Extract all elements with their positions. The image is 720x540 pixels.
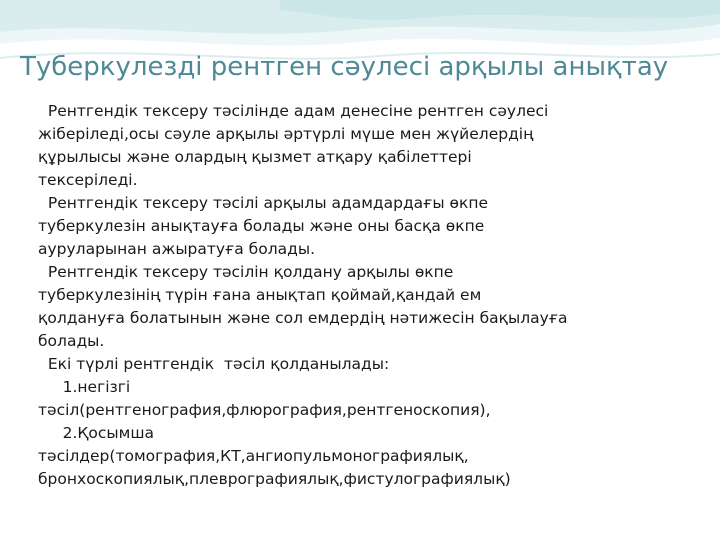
- text-line: тәсіл(рентгенография,флюрография,рентгеноскопия),: [38, 401, 491, 419]
- paragraph-1: [38, 100, 698, 192]
- slide-title: Туберкулезді рентген сәулесі арқылы анықтау: [20, 52, 669, 82]
- text-line: ауруларынан ажыратуға болады.: [38, 240, 316, 258]
- paragraph-4: [38, 353, 698, 491]
- text-line: қолдануға болатынын және сол емдердің нәтижесін бақылауға: [38, 309, 568, 327]
- text-line: жіберіледі,осы сәуле арқылы әртүрлі мүше мен жүйелердің: [38, 125, 534, 143]
- paragraph-2: [38, 192, 698, 261]
- text-line: Рентгендік тексеру тәсілі арқылы адамдардағы өкпе: [38, 194, 488, 212]
- text-line: болады.: [38, 332, 105, 350]
- text-line: құрылысы және олардың қызмет атқару қабілеттері: [38, 148, 472, 166]
- text-line: туберкулезінің түрін ғана анықтап қоймай,қандай ем: [38, 286, 482, 304]
- text-line: тексеріледі.: [38, 171, 138, 189]
- text-line: 1.негізгі: [38, 378, 131, 396]
- text-line: туберкулезін анықтауға болады және оны басқа өкпе: [38, 217, 485, 235]
- slide-body: [38, 100, 698, 491]
- text-line: бронхоскопиялық,плеврографиялық,фистулографиялық): [38, 470, 511, 488]
- text-line: тәсілдер(томография,КТ,ангиопульмонографиялық,: [38, 447, 469, 465]
- text-line: Рентгендік тексеру тәсілінде адам денесіне рентген сәулесі: [38, 102, 549, 120]
- paragraph-3: [38, 261, 698, 353]
- text-line: Екі түрлі рентгендік тәсіл қолданылады:: [38, 355, 390, 373]
- text-line: 2.Қосымша: [38, 424, 155, 442]
- text-line: Рентгендік тексеру тәсілін қолдану арқылы өкпе: [38, 263, 454, 281]
